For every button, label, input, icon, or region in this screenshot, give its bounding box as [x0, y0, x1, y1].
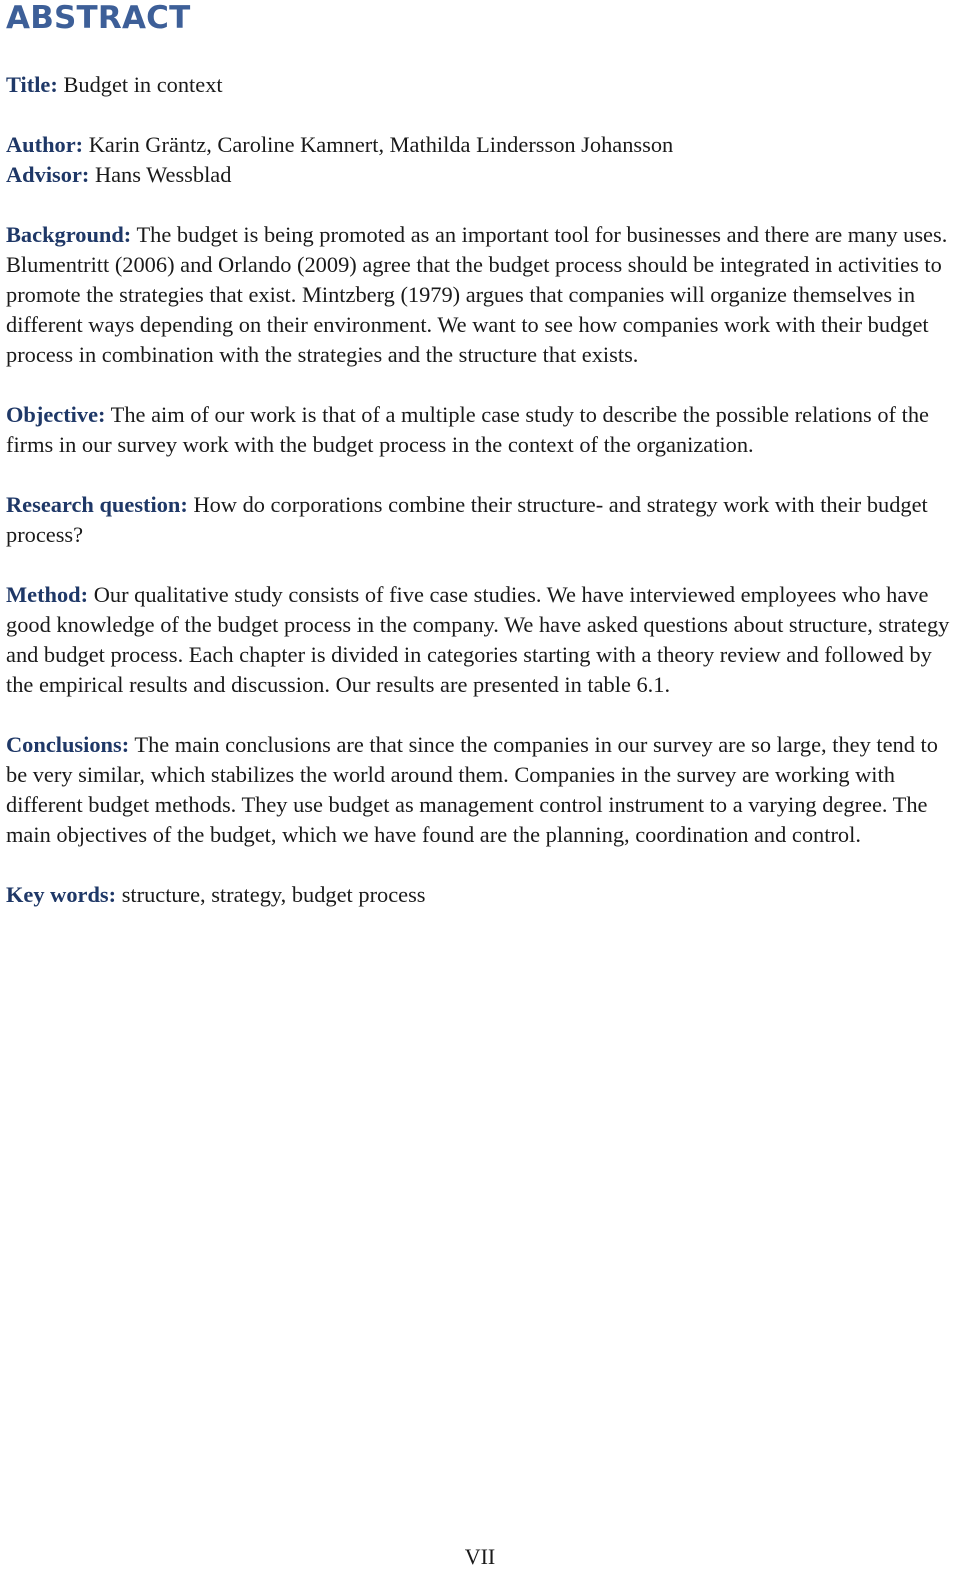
method-value: Our qualitative study consists of five case studies. We have interviewed employees who have good knowledge of the budget process in the company. We have asked questions about structure, strategy and budget process. Each chapter is divided in categories starting with a theory review and followed by the empirical results and discussion. Our results are presented in table 6.1.: [6, 582, 950, 697]
advisor-value: Hans Wessblad: [94, 162, 232, 187]
research-question-field: [6, 490, 956, 550]
objective-field: [6, 400, 956, 460]
advisor-field: [6, 160, 956, 190]
background-value: The budget is being promoted as an important tool for businesses and there are many uses. Blumentritt (2006) and Orlando (2009) agree that the budget process should be integrated in activities to promote the strategies that exist. Mintzberg (1979) argues that companies will organize themselves in different ways depending on their environment. We want to see how companies work with their budget process in combination with the strategies and the structure that exists.: [6, 222, 948, 367]
method-field: [6, 580, 956, 700]
method-label: Method:: [6, 582, 89, 607]
keywords-value: structure, strategy, budget process: [121, 882, 426, 907]
abstract-heading: ABSTRACT: [6, 0, 191, 36]
advisor-label: Advisor:: [6, 162, 90, 187]
author-value: Karin Gräntz, Caroline Kamnert, Mathilda Lindersson Johansson: [88, 132, 674, 157]
conclusions-field: [6, 730, 956, 850]
keywords-label: Key words:: [6, 882, 117, 907]
title-label: Title:: [6, 72, 58, 97]
conclusions-label: Conclusions:: [6, 732, 130, 757]
title-field: [6, 70, 956, 100]
objective-label: Objective:: [6, 402, 106, 427]
background-field: [6, 220, 956, 370]
keywords-field: [6, 880, 956, 910]
page-number: VII: [464, 1544, 496, 1569]
objective-value: The aim of our work is that of a multiple case study to describe the possible relations of the firms in our survey work with the budget process in the context of the organization.: [6, 402, 929, 457]
author-field: [6, 130, 956, 160]
research-question-value: How do corporations combine their structure- and strategy work with their budget process?: [6, 492, 928, 547]
title-value: Budget in context: [63, 72, 223, 97]
author-label: Author:: [6, 132, 84, 157]
research-question-label: Research question:: [6, 492, 188, 517]
background-label: Background:: [6, 222, 132, 247]
conclusions-value: The main conclusions are that since the companies in our survey are so large, they tend to be very similar, which stabilizes the world around them. Companies in the survey are working with different budget methods. They use budget as management control instrument to a varying degree. The main objectives of the budget, which we have found are the planning, coordination and control.: [6, 732, 938, 847]
abstract-content: [6, 70, 956, 940]
